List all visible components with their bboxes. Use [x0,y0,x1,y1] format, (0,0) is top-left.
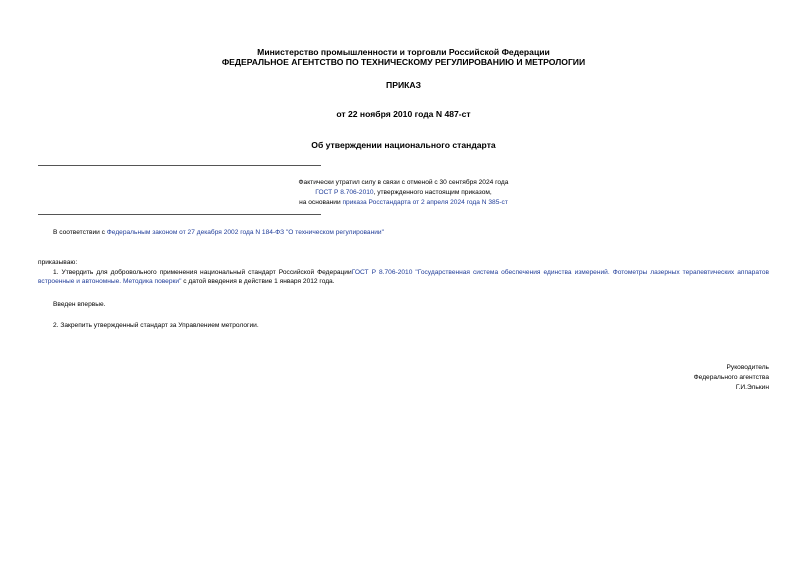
item2-paragraph: 2. Закрепить утвержденный стандарт за Управлением метрологии. [53,322,259,329]
separator-bottom [38,214,321,215]
item1-paragraph [38,268,769,286]
status-note-line1: Фактически утратил силу в связи с отменой с 30 сентября 2024 года [298,179,509,186]
agency-title: ФЕДЕРАЛЬНОЕ АГЕНТСТВО ПО ТЕХНИЧЕСКОМУ РЕГУЛИРОВАНИЮ И МЕТРОЛОГИИ [221,57,586,67]
rosstandart-order-link[interactable]: приказа Росстандарта от 2 апреля 2024 года N 385-ст [342,199,508,206]
signature-name: Г.И.Элькин [735,384,769,391]
basis-text: В соответствии с [53,229,107,236]
status-note-line3 [0,198,807,207]
signature-position2: Федерального агентства [693,374,769,381]
item1-tail: с датой введения в действие 1 января 2012 года. [181,278,335,285]
signature-position1: Руководитель [726,364,769,371]
separator-top [38,165,321,166]
document-subject: Об утверждении национального стандарта [311,140,496,150]
status-note-line2-text: , утвержденного настоящим приказом, [373,189,492,196]
order-word: приказываю: [38,259,78,266]
ministry-title: Министерство промышленности и торговли Российской Федерации [257,47,550,57]
document-type: ПРИКАЗ [386,80,421,90]
first-introduced-note: Введен впервые. [53,301,106,308]
federal-law-link[interactable]: Федеральным законом от 27 декабря 2002 года N 184-ФЗ "О техническом регулировании" [106,229,384,236]
status-note-line2 [0,188,807,197]
gost-standard-link[interactable]: ГОСТ Р 8.706-2010 "Государственная система обеспечения единства измерений. Фотометры лазерных терапевтических аппаратов встроенные и автономные. Методика поверки" [38,269,769,285]
status-note-line3-text: на основании [299,199,343,206]
document-date-number: от 22 ноября 2010 года N 487-ст [336,109,471,119]
basis-paragraph [53,228,773,237]
item1-text: 1. Утвердить для добровольного применения национальный стандарт Российской Федерации [53,269,352,276]
gost-link[interactable]: ГОСТ Р 8.706-2010 [315,189,374,196]
